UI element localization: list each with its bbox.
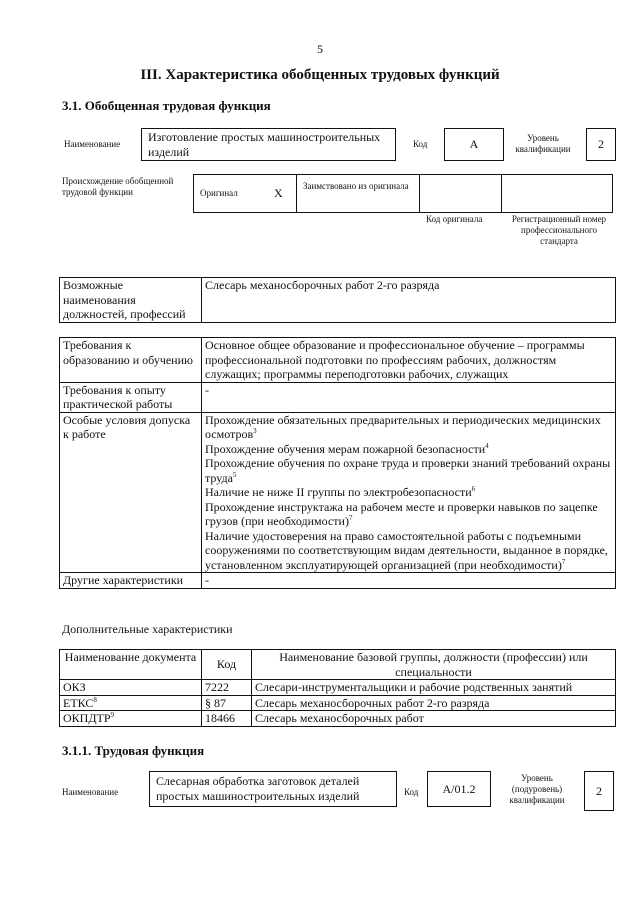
gtf-name-value: Изготовление простых машиностроительных изделий bbox=[148, 130, 381, 159]
requirement-value bbox=[202, 382, 616, 412]
requirement-value bbox=[202, 573, 616, 589]
gtf-code-label: Код bbox=[413, 139, 428, 149]
footnote-ref: 8 bbox=[93, 695, 97, 704]
additional-code: 18466 bbox=[202, 711, 252, 727]
footnote-ref: 7 bbox=[348, 514, 353, 522]
tf-name-value: Слесарная обработка заготовок деталей простых машиностроительных изделий bbox=[156, 774, 360, 803]
tf-title: 3.1.1. Трудовая функция bbox=[62, 743, 205, 758]
origin-label: Происхождение обобщенной трудовой функции bbox=[62, 176, 174, 197]
table-row bbox=[60, 680, 616, 696]
origin-code-caption: Код оригинала bbox=[426, 214, 483, 224]
footnote-ref: 6 bbox=[471, 485, 476, 493]
positions-label: Возможные наименования должностей, профессий bbox=[60, 278, 202, 323]
table-row bbox=[60, 695, 616, 711]
additional-name: Слесарь механосборочных работ bbox=[252, 711, 616, 727]
gtf-code-value: А bbox=[469, 137, 479, 151]
additional-table bbox=[59, 649, 616, 727]
tf-code-label: Код bbox=[404, 787, 419, 797]
subsection-title: 3.1. Обобщенная трудовая функция bbox=[62, 98, 271, 113]
footnote-ref: 7 bbox=[561, 557, 566, 566]
gtf-level-value: 2 bbox=[598, 137, 604, 151]
requirements-row bbox=[60, 338, 616, 383]
tf-code-box bbox=[427, 771, 491, 807]
section-title: III. Характеристика обобщенных трудовых функций bbox=[140, 67, 500, 83]
requirement-line: Прохождение обучения мерам пожарной безопасности$^4$ bbox=[205, 441, 489, 456]
requirements-row bbox=[60, 382, 616, 412]
footnote-ref: 4 bbox=[485, 441, 489, 450]
requirement-line: Наличие удостоверения на право самостоятельной работы с подъемными сооружениями по соответствующим видам деятельности, выданное в порядке, установленном эксплуатирующей организацией (при необходимости)$^7$ bbox=[205, 528, 608, 572]
origin-divider-1 bbox=[296, 174, 297, 213]
additional-doc: ОКЗ bbox=[60, 680, 202, 696]
positions-value: Слесарь механосборочных работ 2-го разряда bbox=[202, 278, 616, 323]
additional-header-doc: Наименование документа bbox=[60, 650, 202, 680]
requirement-value bbox=[202, 412, 616, 573]
requirement-line: Прохождение инструктажа на рабочем месте и проверки навыков по зацепке грузов (при необходимости)$^7$ bbox=[205, 499, 598, 528]
table-row bbox=[60, 711, 616, 727]
requirements-row bbox=[60, 573, 616, 589]
origin-reg-caption: Регистрационный номер профессионального стандарта bbox=[511, 214, 607, 246]
gtf-name-box bbox=[141, 128, 396, 161]
additional-header-name: Наименование базовой группы, должности (профессии) или специальности bbox=[252, 650, 616, 680]
requirement-label: Требования к образованию и обучению bbox=[60, 338, 202, 383]
origin-borrowed-label: Заимствовано из оригинала bbox=[303, 181, 409, 191]
additional-code: 7222 bbox=[202, 680, 252, 696]
requirement-line: Прохождение обучения по охране труда и проверки знаний требований охраны труда$^5$ bbox=[205, 456, 611, 485]
additional-doc: ОКПДТР$^9$ bbox=[60, 711, 202, 727]
additional-header-code: Код bbox=[202, 650, 252, 680]
origin-box bbox=[193, 174, 613, 213]
requirement-line: Наличие не ниже II группы по электробезопасности$^6$ bbox=[205, 485, 476, 499]
origin-original-label: Оригинал bbox=[200, 188, 238, 198]
requirements-row bbox=[60, 412, 616, 573]
tf-name-label: Наименование bbox=[62, 787, 119, 797]
origin-divider-2 bbox=[419, 174, 420, 213]
gtf-level-box bbox=[586, 128, 616, 161]
tf-level-value: 2 bbox=[596, 784, 602, 798]
gtf-level-label: Уровень квалификации bbox=[515, 133, 571, 154]
requirement-line: - bbox=[205, 382, 209, 397]
gtf-code-box bbox=[444, 128, 504, 161]
additional-title: Дополнительные характеристики bbox=[62, 622, 233, 636]
footnote-ref: 9 bbox=[110, 711, 115, 719]
additional-doc: ЕТКС$^8$ bbox=[60, 695, 202, 711]
tf-level-label: Уровень (подуровень) квалификации bbox=[509, 773, 565, 805]
footnote-ref: 5 bbox=[232, 470, 237, 479]
tf-level-box bbox=[584, 771, 614, 811]
page-number: 5 bbox=[317, 42, 323, 56]
requirement-line: Основное общее образование и профессиональное обучение – программы профессиональной подготовки по профессиям рабочих, должностям служащих; программы переподготовки рабочих, служащих bbox=[205, 338, 585, 381]
tf-name-box bbox=[149, 771, 397, 807]
requirement-label: Другие характеристики bbox=[60, 573, 202, 589]
footnote-ref: 3 bbox=[253, 427, 257, 435]
requirement-label: Требования к опыту практической работы bbox=[60, 382, 202, 412]
requirement-label: Особые условия допуска к работе bbox=[60, 412, 202, 573]
requirement-line: Прохождение обязательных предварительных и периодических медицинских осмотров$^3$ bbox=[205, 412, 601, 441]
origin-divider-3 bbox=[501, 174, 502, 213]
additional-header-row bbox=[60, 650, 616, 680]
tf-code-value: A/01.2 bbox=[442, 782, 476, 796]
positions-table bbox=[59, 277, 616, 323]
origin-original-mark: X bbox=[274, 186, 283, 200]
requirements-table bbox=[59, 337, 616, 589]
requirement-line: - bbox=[205, 573, 209, 587]
additional-name: Слесарь механосборочных работ 2-го разряда bbox=[252, 695, 616, 711]
additional-name: Слесари-инструментальщики и рабочие родственных занятий bbox=[252, 680, 616, 696]
requirement-value bbox=[202, 338, 616, 383]
additional-code: § 87 bbox=[202, 695, 252, 711]
gtf-name-label: Наименование bbox=[64, 139, 121, 149]
